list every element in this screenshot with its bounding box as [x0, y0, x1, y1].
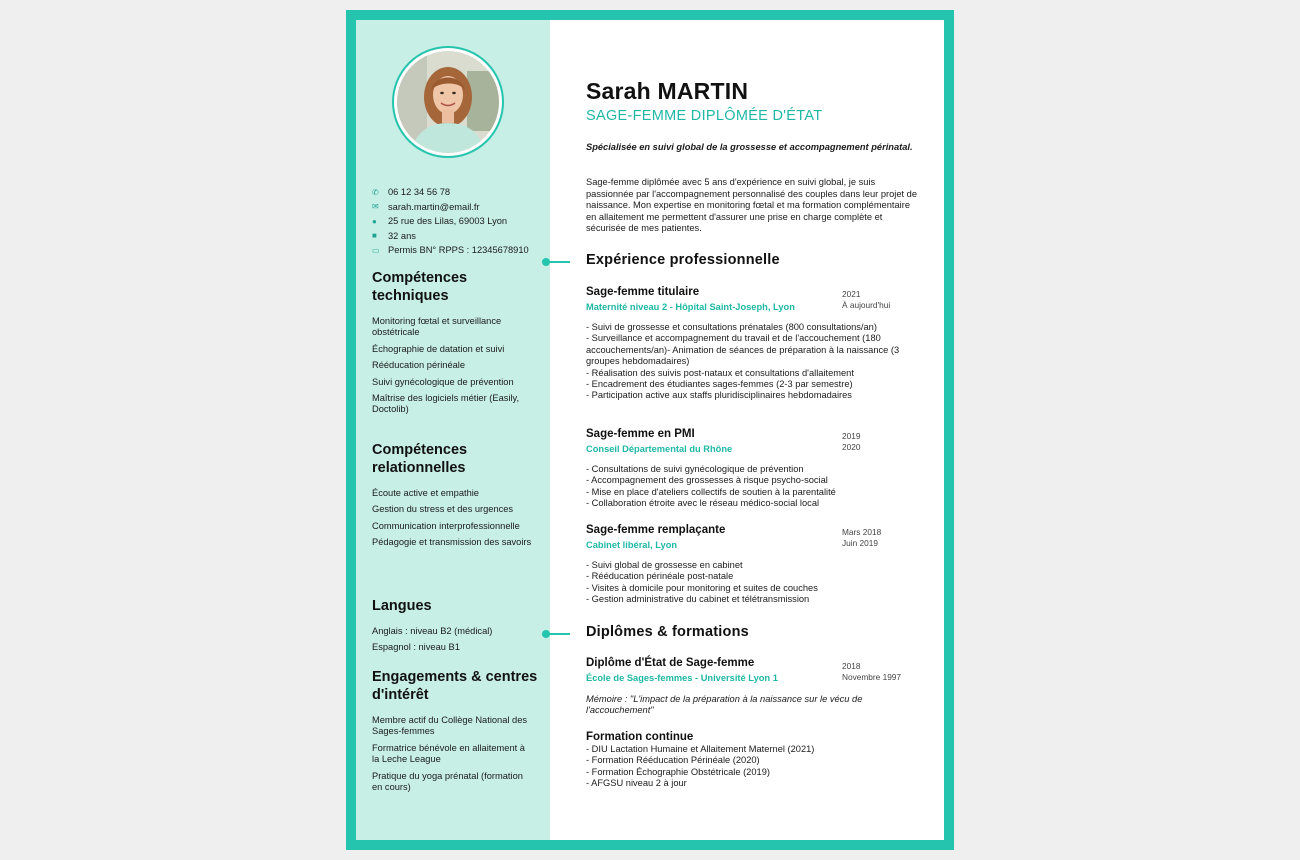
- list-item: - Collaboration étroite avec le réseau médico-social local: [586, 498, 820, 509]
- contact-age: ■ 32 ans: [372, 230, 416, 241]
- technical-skills-heading: Compétences techniques: [372, 270, 468, 304]
- resume-frame: [346, 10, 954, 850]
- list-item: Membre actif du Collège National des Sages-femmes: [372, 715, 528, 737]
- list-item: Suivi gynécologique de prévention: [372, 376, 514, 387]
- sidebar: [356, 20, 550, 840]
- list-item: Échographie de datation et suivi: [372, 343, 505, 354]
- continuing-education-heading: Formation continue: [586, 731, 694, 743]
- experience-heading: Expérience professionnelle: [586, 252, 780, 268]
- job-place: Conseil Départemental du Rhône: [586, 444, 733, 454]
- job-place: Maternité niveau 2 - Hôpital Saint-Joseph, Lyon: [586, 302, 795, 312]
- marker-dot: [542, 630, 550, 638]
- contact-list: [372, 185, 548, 258]
- education-heading: Diplômes & formations: [586, 624, 749, 640]
- list-item: Anglais : niveau B2 (médical): [372, 626, 493, 636]
- list-item: Formatrice bénévole en allaitement à la Leche League: [372, 742, 525, 765]
- relational-skills-heading: Compétences relationnelles: [372, 442, 468, 476]
- section-marker: [546, 633, 570, 635]
- profile-photo: [397, 51, 499, 153]
- degree-memoire: Mémoire : "L'impact de la préparation à la naissance sur le vécu de l'accouchement": [586, 694, 863, 716]
- degree-title: Diplôme d'État de Sage-femme: [586, 657, 755, 669]
- contact-phone: ✆ 06 12 34 56 78: [372, 187, 451, 198]
- job-date: 2021 À aujourd'hui: [842, 289, 891, 310]
- job-date: Mars 2018 Juin 2019: [842, 527, 882, 548]
- relational-skills-list: [372, 488, 534, 554]
- list-item: Maîtrise des logiciels métier (Easily, Doctolib): [372, 393, 520, 415]
- job-date: 2019 2020: [842, 431, 861, 452]
- list-item: Gestion du stress et des urgences: [372, 504, 514, 515]
- list-item: - Réalisation des suivis post-nataux et consultations d'allaitement: [586, 367, 854, 378]
- list-item: - Accompagnement des grossesses à risque psycho-social: [586, 475, 828, 486]
- location-icon: ●: [372, 216, 377, 226]
- job-role: Sage-femme en PMI: [586, 428, 695, 440]
- job-bullets: [586, 560, 920, 606]
- avatar: [392, 46, 504, 158]
- languages-list: [372, 626, 534, 659]
- list-item: - Formation Rééducation Périnéale (2020): [586, 755, 760, 766]
- job-role: Sage-femme titulaire: [586, 286, 700, 298]
- list-item: - Participation active aux staffs pluridisciplinaires hebdomadaires: [586, 390, 852, 401]
- degree-school: École de Sages-femmes - Université Lyon 1: [586, 673, 778, 683]
- degree-date: 2018 Novembre 1997: [842, 661, 902, 682]
- languages-heading: Langues: [372, 598, 432, 614]
- resume-sheet: [356, 20, 944, 840]
- person-name: Sarah MARTIN: [586, 78, 749, 104]
- id-card-icon: ▭: [372, 245, 380, 255]
- list-item: - Formation Échographie Obstétricale (2019): [586, 766, 770, 777]
- contact-license: ▭ Permis BN° RPPS : 12345678910: [372, 245, 529, 256]
- list-item: - Suivi global de grossesse en cabinet: [586, 560, 743, 570]
- technical-skills-list: [372, 316, 534, 421]
- list-item: - Surveillance et accompagnement du travail et de l'accouchement (180 accouchements/an)- Animation de séances de préparation à la naissance (3 groupes hebdomadaires): [586, 333, 900, 367]
- job-title: SAGE-FEMME DIPLÔMÉE D'ÉTAT: [586, 108, 823, 124]
- list-item: Communication interprofessionnelle: [372, 520, 520, 531]
- interests-heading: Engagements & centres d'intérêt: [372, 669, 538, 703]
- phone-icon: ✆: [372, 187, 379, 197]
- list-item: Pédagogie et transmission des savoirs: [372, 537, 532, 548]
- job-place: Cabinet libéral, Lyon: [586, 540, 678, 550]
- interests-list: [372, 715, 534, 798]
- marker-dot: [542, 258, 550, 266]
- main-content: [586, 20, 926, 840]
- list-item: Espagnol : niveau B1: [372, 642, 460, 653]
- section-marker: [546, 261, 570, 263]
- list-item: Monitoring fœtal et surveillance obstétricale: [372, 316, 502, 338]
- contact-address: ● 25 rue des Lilas, 69003 Lyon: [372, 216, 508, 227]
- list-item: - DIU Lactation Humaine et Allaitement Maternel (2021): [586, 744, 815, 754]
- contact-email[interactable]: ✉ sarah.martin@email.fr: [372, 201, 480, 212]
- tagline: Spécialisée en suivi global de la grossesse et accompagnement périnatal.: [586, 142, 913, 152]
- list-item: - Consultations de suivi gynécologique de prévention: [586, 464, 804, 474]
- profile-summary: Sage-femme diplômée avec 5 ans d'expérience en suivi global, je suis passionnée par l'accompagnement personnalisé des couples dans leur projet de naissance. Mon expertise en monitoring fœtal et ma formation complémentaire en allaitement me permettent d'assurer une prise en charge complète et sécurisée de mes patientes.: [586, 177, 917, 233]
- email-icon: ✉: [372, 202, 379, 212]
- list-item: - Mise en place d'ateliers collectifs de soutien à la parentalité: [586, 486, 836, 497]
- list-item: - Visites à domicile pour monitoring et suites de couches: [586, 582, 818, 593]
- list-item: Rééducation périnéale: [372, 360, 466, 371]
- list-item: - Encadrement des étudiantes sages-femmes (2-3 par semestre): [586, 379, 853, 390]
- list-item: - Suivi de grossesse et consultations prénatales (800 consultations/an): [586, 322, 877, 332]
- job-role: Sage-femme remplaçante: [586, 524, 726, 536]
- list-item: - AFGSU niveau 2 à jour: [586, 778, 687, 789]
- list-item: Pratique du yoga prénatal (formation en cours): [372, 770, 523, 793]
- list-item: - Gestion administrative du cabinet et télétransmission: [586, 594, 810, 605]
- list-item: Écoute active et empathie: [372, 488, 479, 498]
- job-bullets: [586, 322, 920, 402]
- job-bullets: [586, 464, 920, 510]
- calendar-icon: ■: [372, 231, 377, 241]
- list-item: - Rééducation périnéale post-natale: [586, 571, 734, 582]
- continuing-education-list: [586, 744, 920, 790]
